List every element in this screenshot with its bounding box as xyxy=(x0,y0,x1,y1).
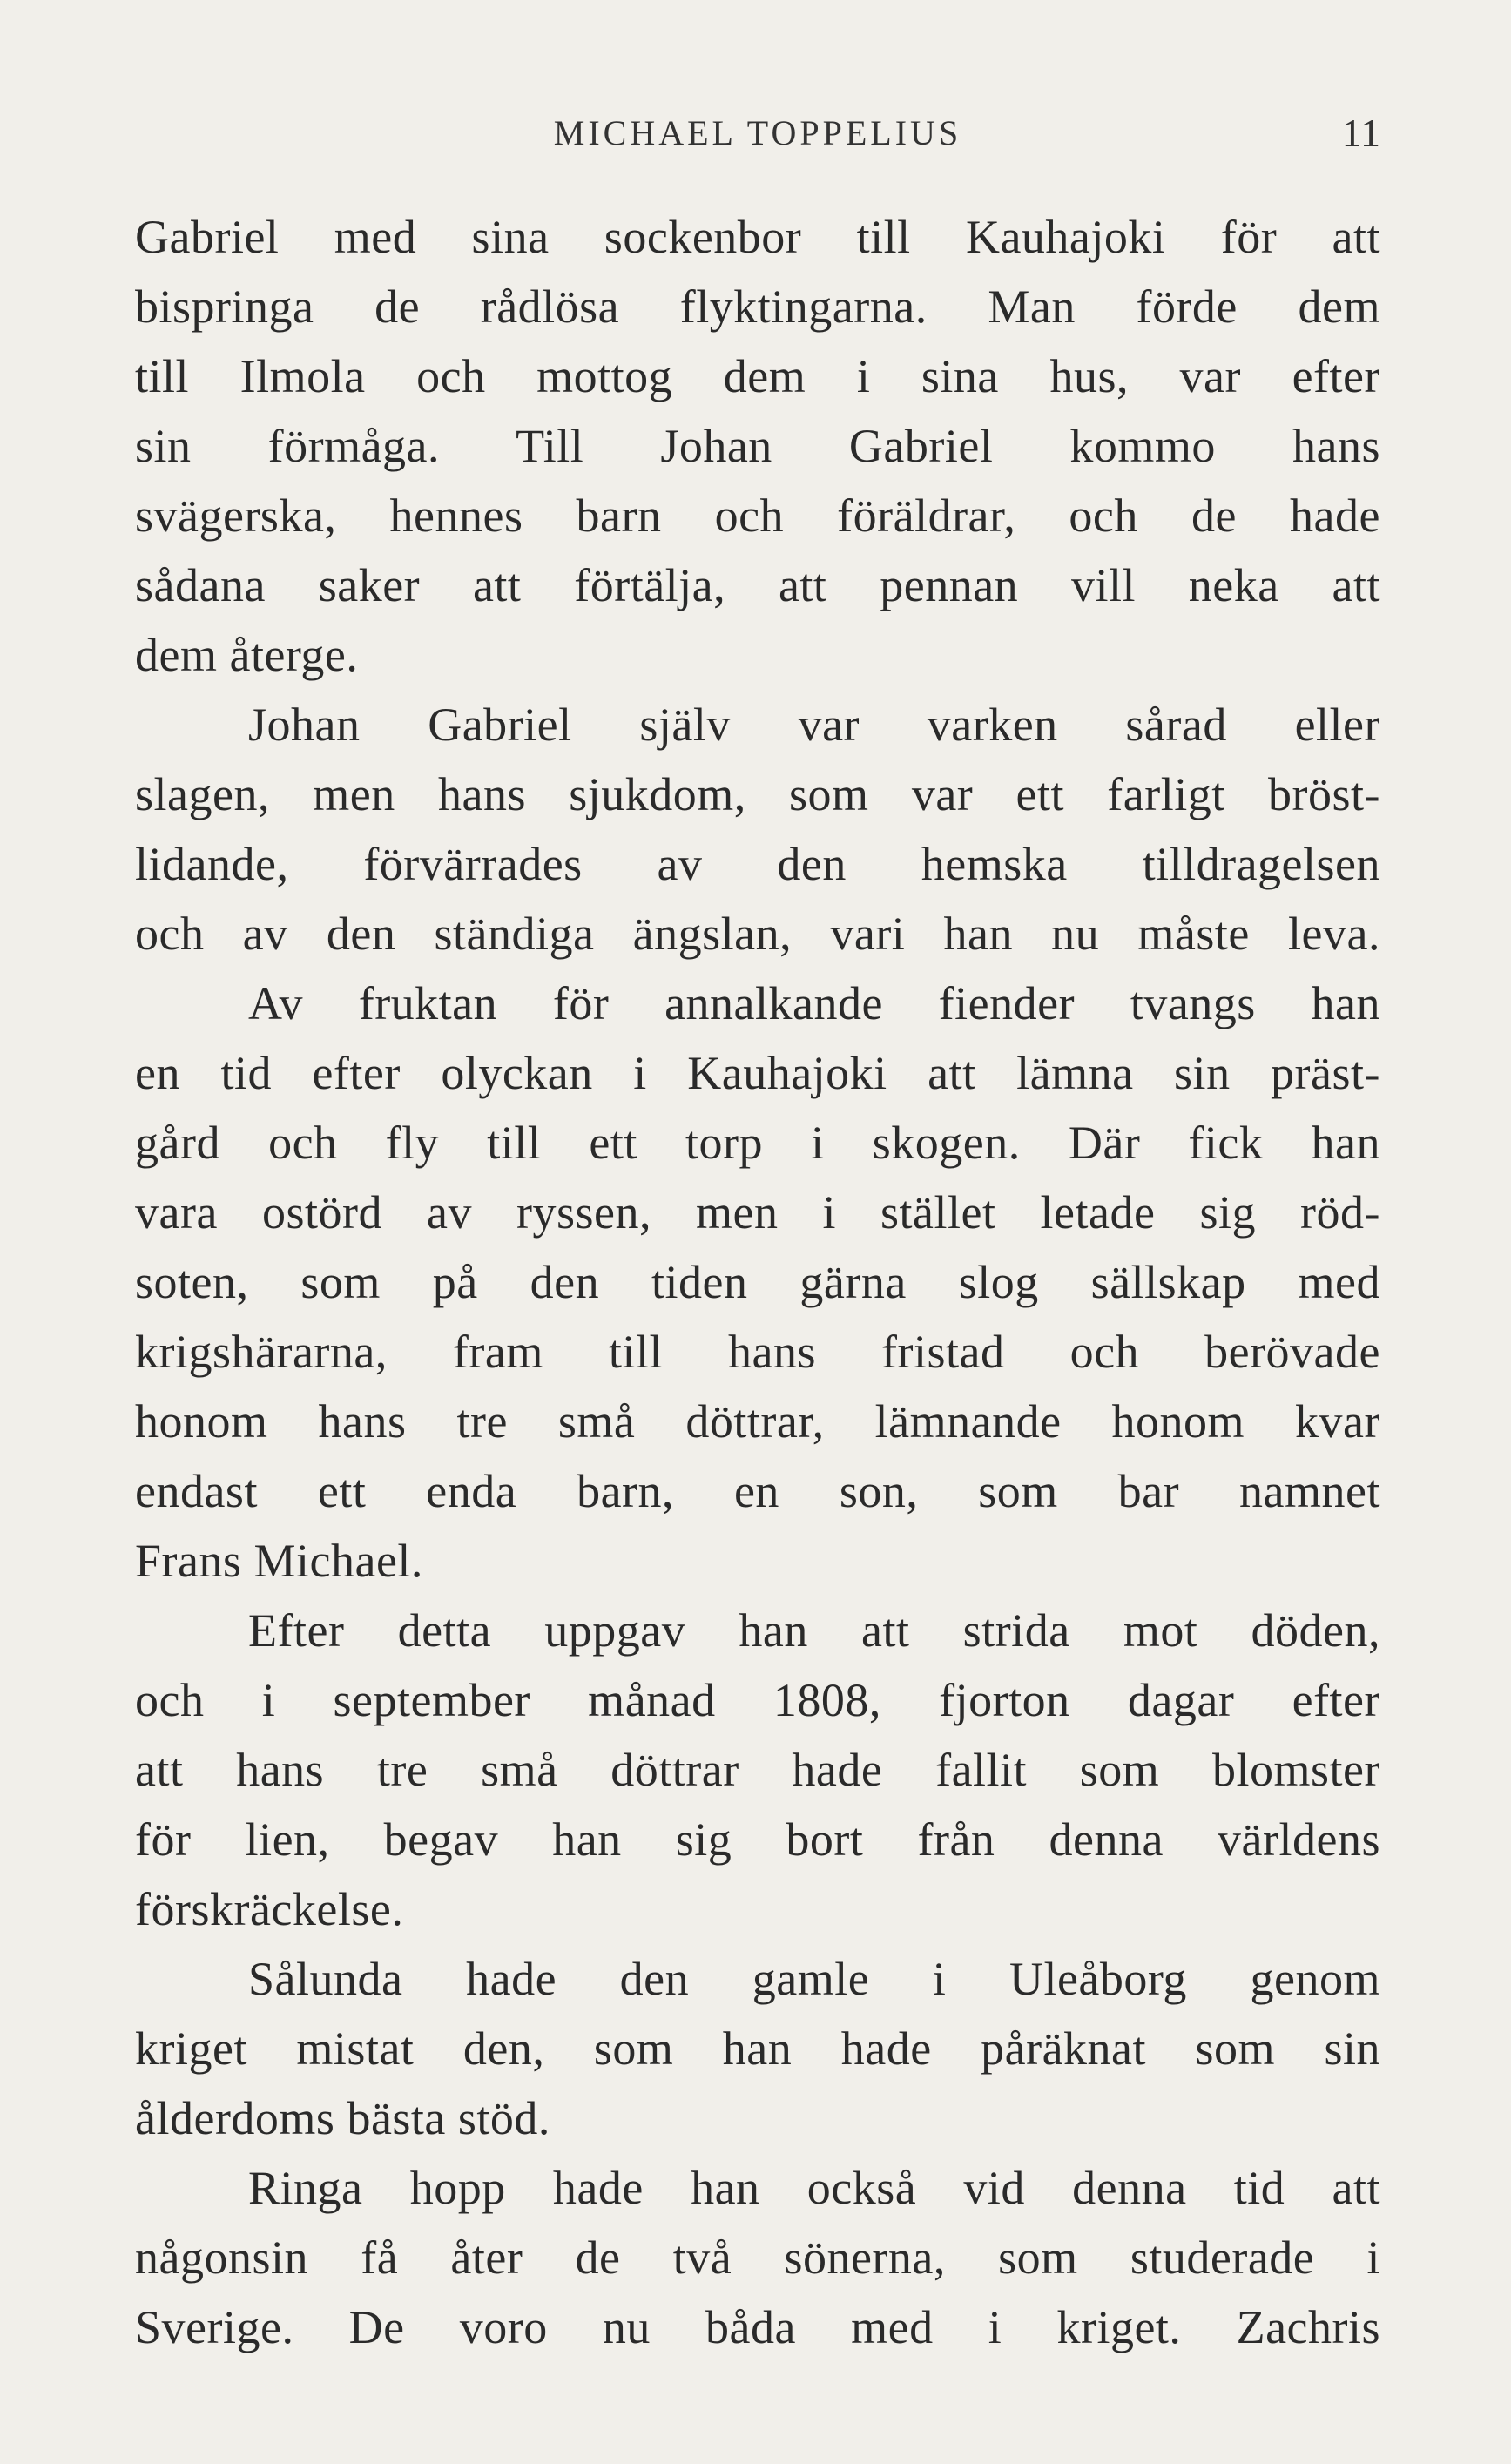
text-line: Sålunda hade den gamle i Uleåborg genom xyxy=(248,1953,1380,2005)
page-number: 11 xyxy=(1341,111,1380,155)
text-line: vara ostörd av ryssen, men i stället letade sig röd- xyxy=(135,1186,1380,1239)
text-line: dem återge. xyxy=(135,629,359,681)
text-line: till Ilmola och mottog dem i sina hus, var efter xyxy=(135,350,1380,402)
body-text xyxy=(135,202,1380,2362)
text-line: Efter detta uppgav han att strida mot döden, xyxy=(248,1604,1380,1657)
text-line: kriget mistat den, som han hade påräknat som sin xyxy=(135,2022,1380,2075)
text-line: och i september månad 1808, fjorton dagar efter xyxy=(135,1674,1380,1726)
text-line: för lien, begav han sig bort från denna världens xyxy=(135,1813,1380,1866)
text-line: bispringa de rådlösa flyktingarna. Man förde dem xyxy=(135,280,1380,333)
text-line: krigshärarna, fram till hans fristad och berövade xyxy=(135,1326,1380,1378)
text-line: lidande, förvärrades av den hemska tilldragelsen xyxy=(135,838,1380,890)
text-line: och av den ständiga ängslan, vari han nu måste leva. xyxy=(135,908,1380,960)
text-line: Av fruktan för annalkande fiender tvangs han xyxy=(248,977,1380,1029)
text-line: gård och fly till ett torp i skogen. Där fick han xyxy=(135,1117,1380,1169)
text-line: sin förmåga. Till Johan Gabriel kommo hans xyxy=(135,420,1380,472)
text-line: Sverige. De voro nu båda med i kriget. Zachris xyxy=(135,2301,1380,2353)
text-line: slagen, men hans sjukdom, som var ett farligt bröst- xyxy=(135,768,1380,820)
running-title: MICHAEL TOPPELIUS xyxy=(553,113,962,152)
text-line: sådana saker att förtälja, att pennan vill neka att xyxy=(135,559,1380,611)
text-line: att hans tre små döttrar hade fallit som blomster xyxy=(135,1744,1380,1796)
running-head xyxy=(135,103,1380,164)
text-line: en tid efter olyckan i Kauhajoki att lämna sin präst- xyxy=(135,1047,1380,1099)
text-line: Frans Michael. xyxy=(135,1535,423,1587)
text-line: ålderdoms bästa stöd. xyxy=(135,2092,550,2144)
text-line: svägerska, hennes barn och föräldrar, och de hade xyxy=(135,489,1380,542)
text-line: Gabriel med sina sockenbor till Kauhajoki för att xyxy=(135,211,1380,263)
text-line: någonsin få åter de två sönerna, som studerade i xyxy=(135,2231,1380,2284)
text-line: soten, som på den tiden gärna slog sällskap med xyxy=(135,1256,1380,1308)
text-line: förskräckelse. xyxy=(135,1883,404,1935)
text-line: Ringa hopp hade han också vid denna tid att xyxy=(248,2162,1380,2214)
text-line: honom hans tre små döttrar, lämnande honom kvar xyxy=(135,1395,1380,1448)
text-line: Johan Gabriel själv var varken sårad eller xyxy=(248,699,1380,751)
text-line: endast ett enda barn, en son, som bar namnet xyxy=(135,1465,1380,1517)
